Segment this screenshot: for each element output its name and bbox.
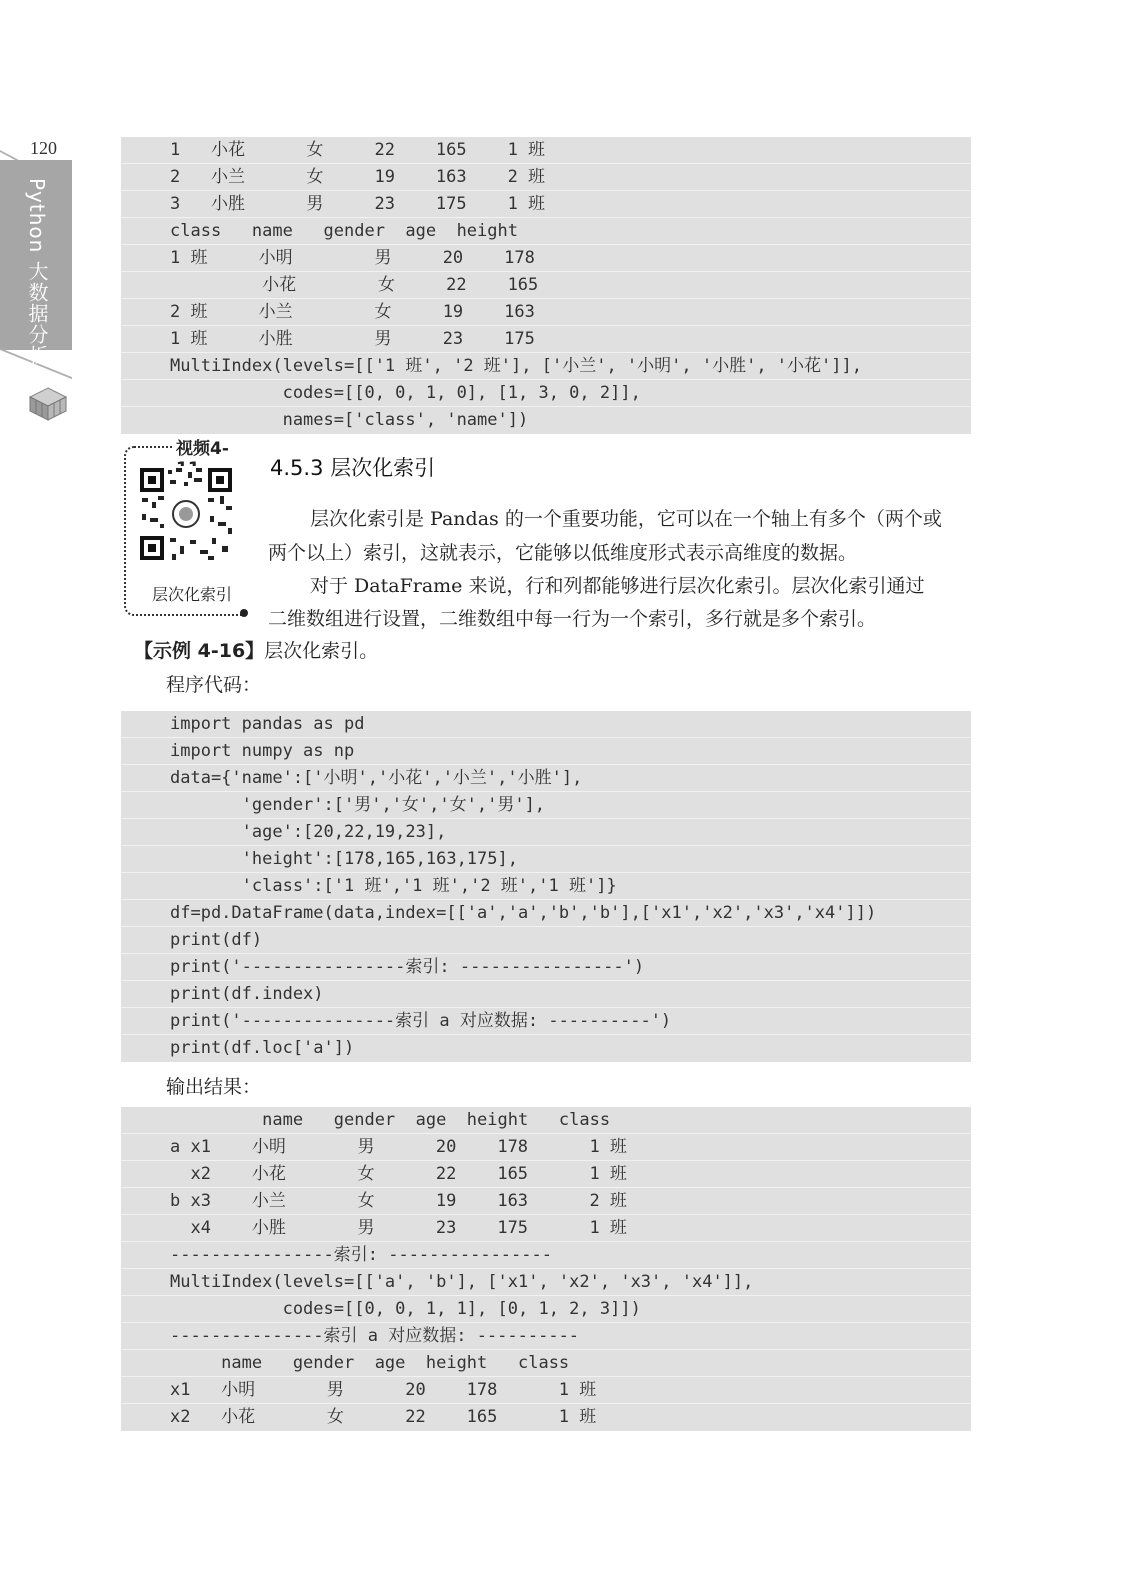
code-line: x2 小花 女 22 165 1 班 xyxy=(170,1407,597,1427)
code-line: 1 班 小明 男 20 178 xyxy=(121,245,971,272)
code-line: x4 小胜 男 23 175 1 班 xyxy=(121,1215,971,1242)
paragraph-line: 层次化索引是 Pandas 的一个重要功能，它可以在一个轴上有多个（两个或 xyxy=(310,508,942,530)
code-line: 'gender':['男','女','女','男'], xyxy=(121,792,971,819)
code-line: 1 班 小胜 男 23 175 xyxy=(121,326,971,353)
code-output-block-continued xyxy=(121,137,971,434)
code-line: 2 班 小兰 女 19 163 xyxy=(121,299,971,326)
paragraph-line: 二维数组进行设置，二维数组中每一行为一个索引，多行就是多个索引。 xyxy=(268,608,877,630)
code-line: 3 小胜 男 23 175 1 班 xyxy=(121,191,971,218)
paragraph-line: 两个以上）索引，这就表示，它能够以低维度形式表示高维度的数据。 xyxy=(268,542,858,564)
code-line: x1 小明 男 20 178 1 班 xyxy=(121,1377,971,1404)
code-line: df=pd.DataFrame(data,index=[['a','a','b','b'],['x1','x2','x3','x4']]) xyxy=(121,900,971,927)
code-line: class name gender age height xyxy=(121,218,971,245)
section-title: 4.5.3 层次化索引 xyxy=(270,456,436,480)
video-callout-dot xyxy=(240,609,248,617)
code-line: print('----------------索引: ----------------') xyxy=(121,954,971,981)
code-line: name gender age height class xyxy=(121,1107,971,1134)
code-line: print(df.index) xyxy=(121,981,971,1008)
code-line: data={'name':['小明','小花','小兰','小胜'], xyxy=(121,765,971,792)
code-line: MultiIndex(levels=[['a', 'b'], ['x1', 'x2', 'x3', 'x4']], xyxy=(121,1269,971,1296)
video-label: 视频4- xyxy=(172,434,244,479)
code-line: 小花 女 22 165 xyxy=(121,272,971,299)
code-line: 'class':['1 班','1 班','2 班','1 班']} xyxy=(121,873,971,900)
code-line: print('---------------索引 a 对应数据: ----------') xyxy=(121,1008,971,1035)
code-line: ---------------索引 a 对应数据: ---------- xyxy=(121,1323,971,1350)
code-line: 'height':[178,165,163,175], xyxy=(121,846,971,873)
code-line: names=['class', 'name']) xyxy=(170,410,529,430)
example-tag: 【示例 4-16】 xyxy=(134,640,265,662)
program-label: 程序代码： xyxy=(166,674,262,696)
example-heading xyxy=(134,636,378,663)
code-line: b x3 小兰 女 19 163 2 班 xyxy=(121,1188,971,1215)
code-line: 1 小花 女 22 165 1 班 xyxy=(121,137,971,164)
side-title: Python 大数据分析 xyxy=(25,178,49,366)
code-line: x2 小花 女 22 165 1 班 xyxy=(121,1161,971,1188)
code-line: codes=[[0, 0, 1, 0], [1, 3, 0, 2]], xyxy=(121,380,971,407)
code-line: name gender age height class xyxy=(121,1350,971,1377)
qr-code-icon[interactable] xyxy=(138,466,234,562)
code-line: print(df.loc['a']) xyxy=(170,1038,355,1058)
video-caption: 层次化索引 xyxy=(152,585,233,604)
paragraph-line: 对于 DataFrame 来说，行和列都能够进行层次化索引。层次化索引通过 xyxy=(310,575,925,597)
cube-logo-icon xyxy=(28,386,68,422)
code-line: 'age':[20,22,19,23], xyxy=(121,819,971,846)
example-text: 层次化索引。 xyxy=(264,640,379,662)
code-line: MultiIndex(levels=[['1 班', '2 班'], ['小兰', '小明', '小胜', '小花']], xyxy=(121,353,971,380)
code-output-block xyxy=(121,1107,971,1431)
code-line: import pandas as pd xyxy=(121,711,971,738)
output-label: 输出结果： xyxy=(166,1076,262,1098)
code-source-block xyxy=(121,711,971,1062)
code-line: print(df) xyxy=(121,927,971,954)
code-line: import numpy as np xyxy=(121,738,971,765)
code-line: codes=[[0, 0, 1, 1], [0, 1, 2, 3]]) xyxy=(121,1296,971,1323)
page-number: 120 xyxy=(30,138,57,158)
code-line: ----------------索引: ---------------- xyxy=(121,1242,971,1269)
video-callout xyxy=(124,439,244,616)
code-line: 2 小兰 女 19 163 2 班 xyxy=(121,164,971,191)
code-line: a x1 小明 男 20 178 1 班 xyxy=(121,1134,971,1161)
